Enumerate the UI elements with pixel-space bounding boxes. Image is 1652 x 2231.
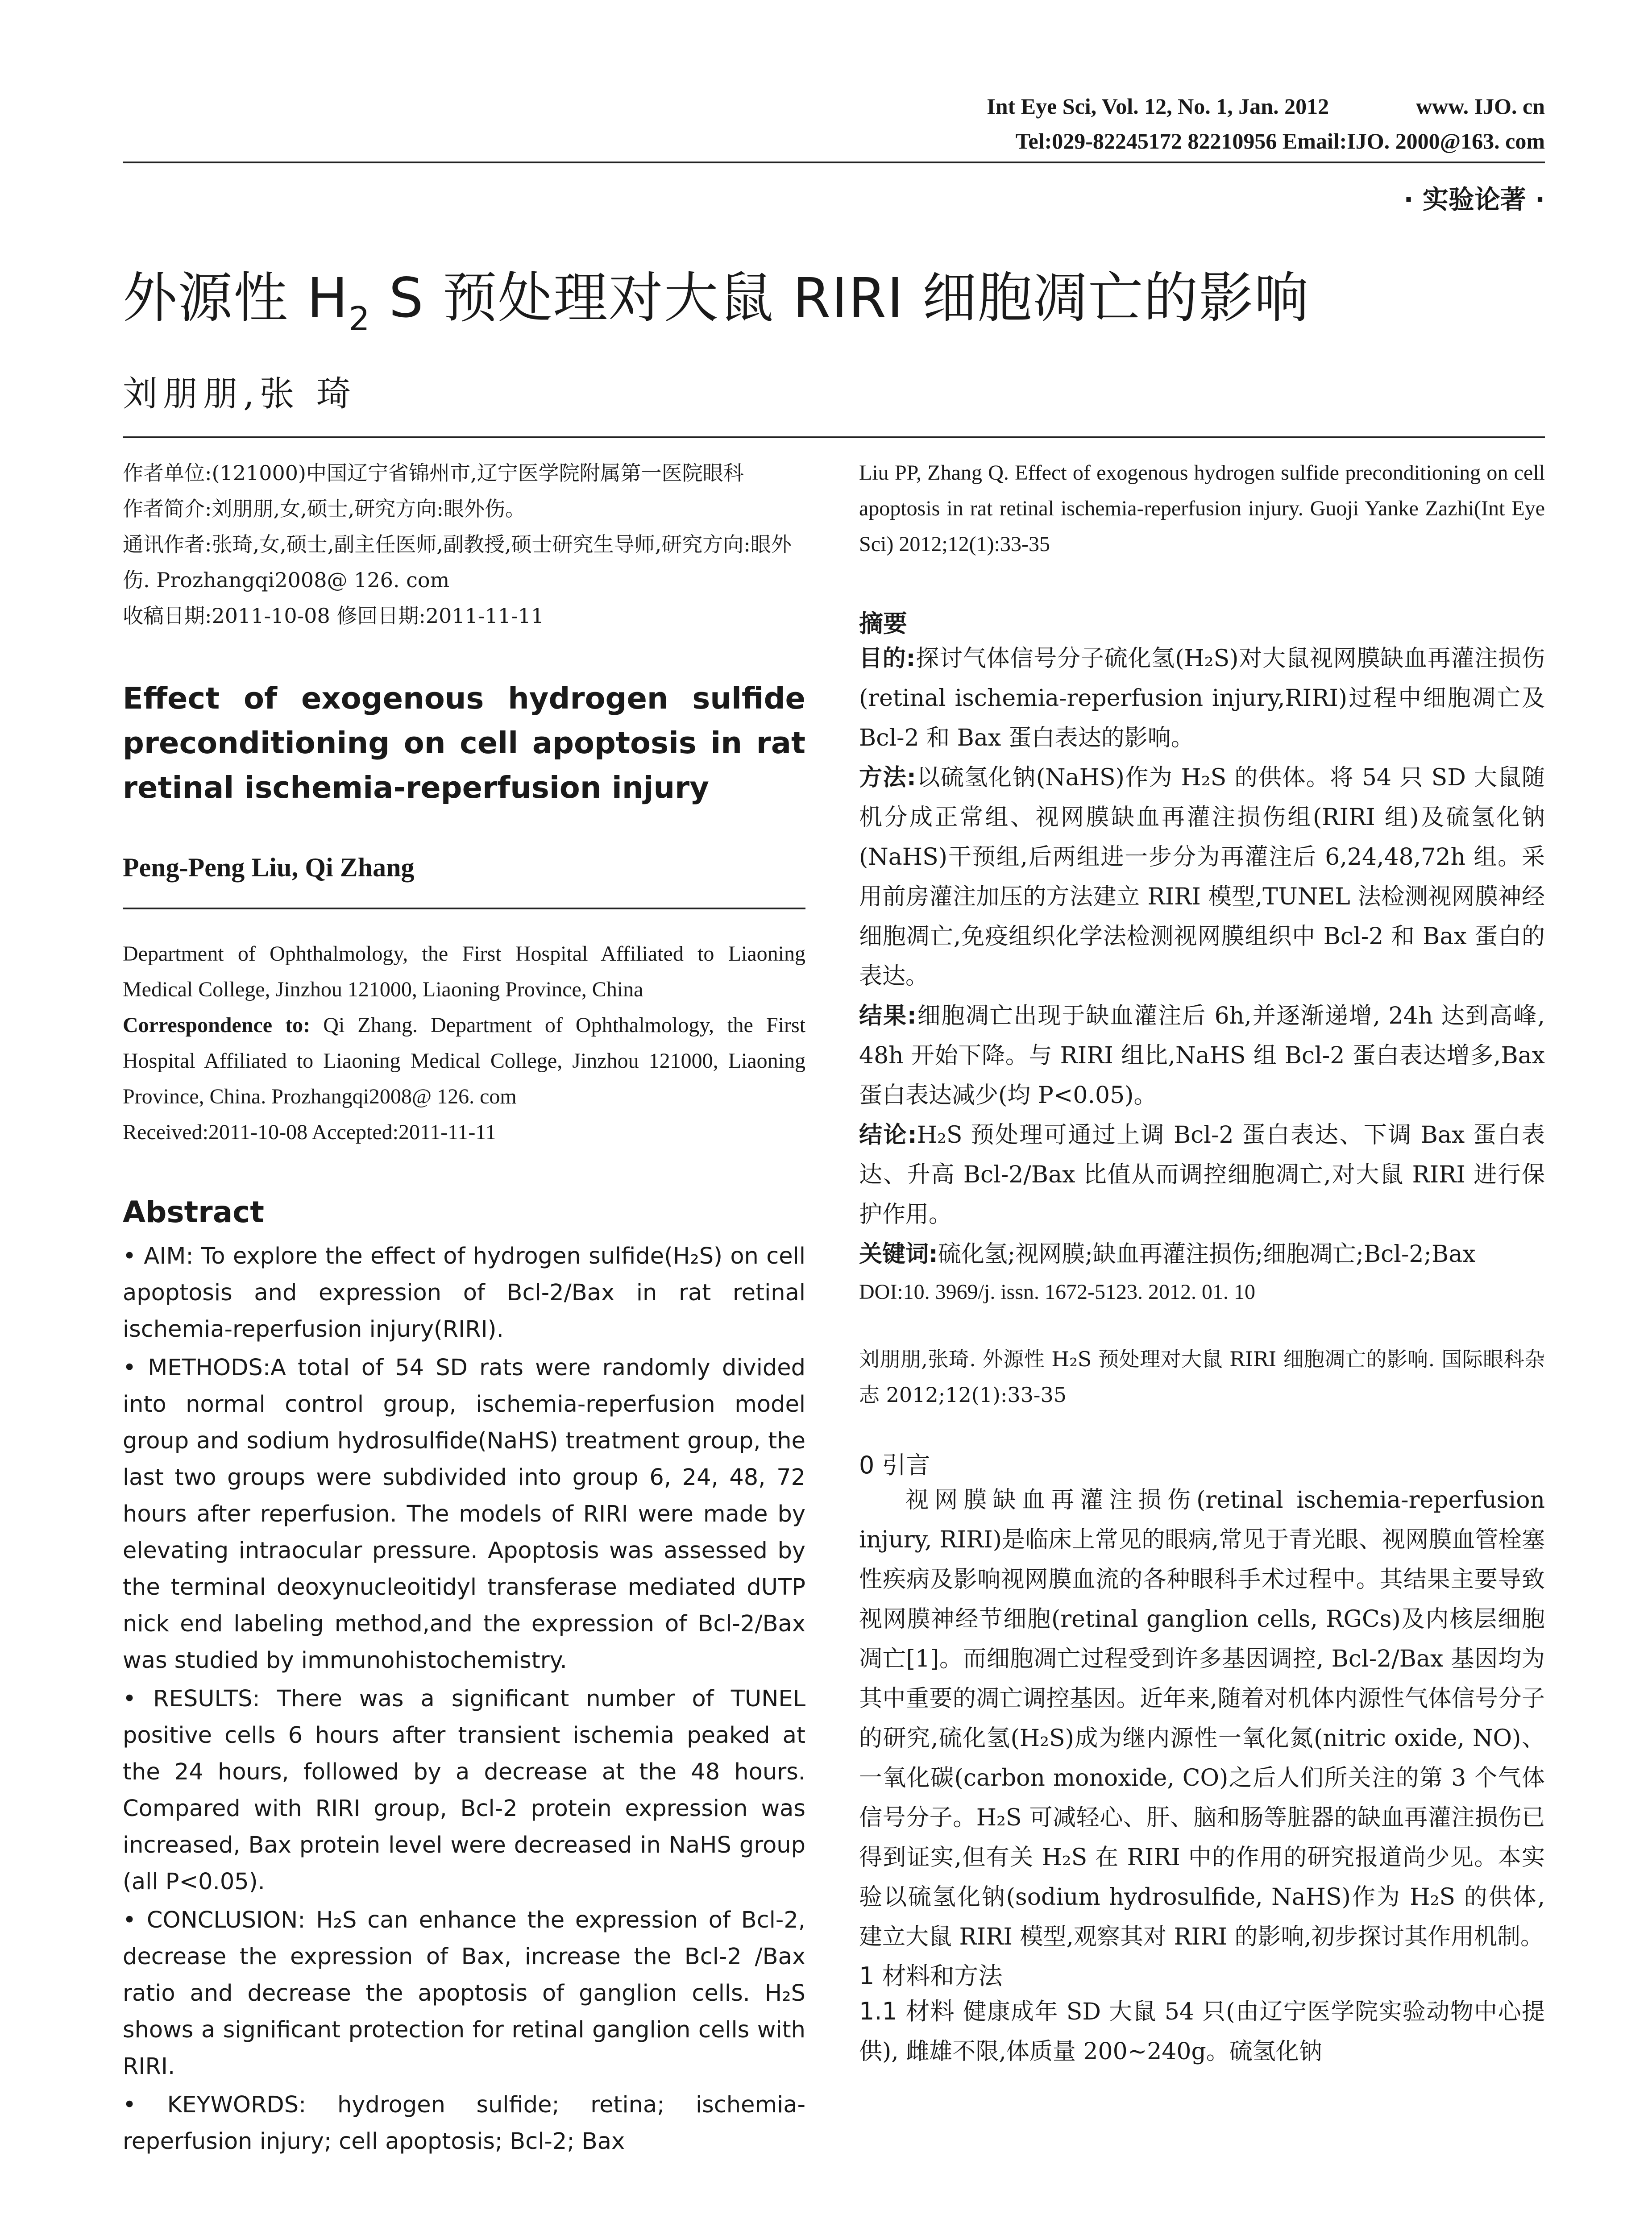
- materials-text: 健康成年 SD 大鼠 54 只(由辽宁医学院实验动物中心提供), 雌雄不限,体质量 200~240g。硫氢化钠: [859, 1999, 1545, 2065]
- abstract-cn-heading: 摘要: [859, 610, 907, 638]
- abstract-conclusion: • CONCLUSION: H₂S can enhance the expression of Bcl-2, decrease the expression of Bax, increase the Bcl-2 /Bax ratio and decrease the apoptosis of ganglion cells. H₂S shows a significant protection for retinal ganglion cells with RIRI.: [123, 1907, 805, 2080]
- keywords-label: 关键词:: [859, 1241, 938, 1268]
- conclusion-text: H₂S 预处理可通过上调 Bcl-2 蛋白表达、下调 Bax 蛋白表达、升高 Bcl-2/Bax 比值从而调控细胞凋亡,对大鼠 RIRI 进行保护作用。: [859, 1122, 1545, 1228]
- abstract-cn-aim: [859, 639, 1545, 758]
- intro-heading: 0 引言: [859, 1451, 930, 1479]
- conclusion-label: 结论:: [859, 1122, 917, 1149]
- results-label: 结果:: [859, 1003, 917, 1029]
- abstract-methods: • METHODS:A total of 54 SD rats were randomly divided into normal control group, ischemia-reperfusion model group and sodium hydrosulfide(NaHS) treatment group, the last two groups were subdivided into group 6, 24, 48, 72 hours after reperfusion. The models of RIRI were made by elevating intraocular pressure. Apoptosis was assessed by the terminal deoxynucleoitidyl transferase mediated dUTP nick end labeling method,and the expression of Bcl-2/Bax was studied by immunohistochemistry.: [123, 1355, 805, 1674]
- title-rule: [123, 436, 1545, 438]
- bio-cn: 作者简介:刘朋朋,女,硕士,研究方向:眼外伤。: [123, 497, 526, 521]
- title-part-2: S 预处理对大鼠 RIRI 细胞凋亡的影响: [370, 266, 1310, 330]
- doi: DOI:10. 3969/j. issn. 1672-5123. 2012. 01. 10: [859, 1280, 1255, 1304]
- english-authors: Peng-Peng Liu, Qi Zhang: [123, 853, 415, 882]
- keywords-text: 硫化氢;视网膜;缺血再灌注损伤;细胞凋亡;Bcl-2;Bax: [938, 1241, 1476, 1268]
- intro-paragraph: 视网膜缺血再灌注损伤(retinal ischemia-reperfusion injury, RIRI)是临床上常见的眼病,常见于青光眼、视网膜血管栓塞性疾病及影响视网膜血流的各种眼科手术过程中。其结果主要导致视网膜神经节细胞(retinal ganglion cells, RGCs)及内核层细胞凋亡[1]。而细胞凋亡过程受到许多基因调控, Bcl-2/Bax 基因均为其中重要的凋亡调控基因。近年来,随着对机体内源性气体信号分子的研究,硫化氢(H₂S)成为继内源性一氧化氮(nitric oxide, NO)、一氧化碳(carbon monoxide, CO)之后人们所关注的第 3 个气体信号分子。H₂S 可减轻心、肝、脑和肠等脏器的缺血再灌注损伤已得到证实,但有关 H₂S 在 RIRI 中的作用的研究报道尚少见。本实验以硫氢化钠(sodium hydrosulfide, NaHS)作为 H₂S 的供体,建立大鼠 RIRI 模型,观察其对 RIRI 的影响,初步探讨其作用机制。: [859, 1487, 1545, 1950]
- abstract-keywords: • KEYWORDS: hydrogen sulfide; retina; ischemia-reperfusion injury; cell apoptosis; Bcl-2; Bax: [123, 2092, 805, 2155]
- authors-rule: [123, 908, 805, 909]
- journal-website: www. IJO. cn: [1416, 94, 1545, 119]
- running-header: [987, 91, 1545, 121]
- abstract-aim: • AIM: To explore the effect of hydrogen sulfide(H₂S) on cell apoptosis and expression of Bcl-2/Bax in rat retinal ischemia-reperfusion injury(RIRI).: [123, 1243, 805, 1343]
- journal-contact: Tel:029-82245172 82210956 Email:IJO. 2000@163. com: [1015, 129, 1545, 153]
- abstract-cn-methods: [859, 758, 1545, 996]
- authors-chinese: 刘朋朋,张 琦: [123, 374, 357, 414]
- correspondence-label: Correspondence to:: [123, 1013, 311, 1037]
- correspondence-text: Qi Zhang. Department of Ophthalmology, the First Hospital Affiliated to Liaoning Medical College, Jinzhou 121000, Liaoning Province, China. Prozhangqi2008@ 126. com: [123, 1013, 805, 1108]
- header-rule: [123, 162, 1545, 163]
- abstract-cn-conclusion: [859, 1116, 1545, 1235]
- results-text: 细胞凋亡出现于缺血灌注后 6h,并逐渐递增, 24h 达到高峰, 48h 开始下降。与 RIRI 组比,NaHS 组 Bcl-2 蛋白表达增多,Bax 蛋白表达减少(均 P<0.05)。: [859, 1003, 1545, 1109]
- aim-label: 目的:: [859, 645, 916, 672]
- methods-text: 以硫氢化钠(NaHS)作为 H₂S 的供体。将 54 只 SD 大鼠随机分成正常组、视网膜缺血再灌注损伤组(RIRI 组)及硫氢化钠(NaHS)干预组,后两组进一步分为再灌注后 6,24,48,72h 组。采用前房灌注加压的方法建立 RIRI 模型,TUNEL 法检测视网膜神经细胞凋亡,免疫组织化学法检测视网膜组织中 Bcl-2 和 Bax 蛋白的表达。: [859, 764, 1545, 990]
- abstract-cn-results: [859, 996, 1545, 1116]
- abstract-heading: Abstract: [123, 1195, 264, 1229]
- right-column: [859, 455, 1545, 2072]
- methods-label: 方法:: [859, 764, 916, 791]
- english-correspondence: [123, 1008, 805, 1115]
- abstract-results: • RESULTS: There was a significant number of TUNEL positive cells 6 hours after transient ischemia peaked at the 24 hours, followed by a decrease at the 48 hours. Compared with RIRI group, Bcl-2 protein expression was increased, Bax protein level were decreased in NaHS group (all P<0.05).: [123, 1686, 805, 1895]
- affiliation-cn: 作者单位:(121000)中国辽宁省锦州市,辽宁医学院附属第一医院眼科: [123, 461, 744, 485]
- citation-chinese: 刘朋朋,张琦. 外源性 H₂S 预处理对大鼠 RIRI 细胞凋亡的影响. 国际眼科杂志 2012;12(1):33-35: [859, 1347, 1545, 1407]
- journal-info: Int Eye Sci, Vol. 12, No. 1, Jan. 2012: [987, 94, 1329, 119]
- english-title: Effect of exogenous hydrogen sulfide preconditioning on cell apoptosis in rat retinal ischemia-reperfusion injury: [123, 681, 805, 805]
- abstract-cn-keywords: [859, 1235, 1545, 1274]
- left-column: [123, 455, 805, 2162]
- english-dates: Received:2011-10-08 Accepted:2011-11-11: [123, 1120, 496, 1144]
- materials-label: 1.1 材料: [859, 1997, 955, 2025]
- section-tag: · 实验论著 ·: [1403, 184, 1545, 215]
- title-subscript: 2: [349, 300, 371, 338]
- methods-heading: 1 材料和方法: [859, 1962, 1003, 1990]
- title-part-1: 外源性 H: [123, 266, 349, 330]
- paper-title: [123, 254, 1310, 338]
- citation-english: Liu PP, Zhang Q. Effect of exogenous hydrogen sulfide preconditioning on cell apoptosis in rat retinal ischemia-reperfusion injury. Guoji Yanke Zazhi(Int Eye Sci) 2012;12(1):33-35: [859, 461, 1545, 556]
- correspondence-cn: 通讯作者:张琦,女,硕士,副主任医师,副教授,硕士研究生导师,研究方向:眼外伤. Prozhangqi2008@ 126. com: [123, 532, 792, 592]
- dates-cn: 收稿日期:2011-10-08 修回日期:2011-11-11: [123, 604, 544, 628]
- materials-paragraph: [859, 1991, 1545, 2072]
- aim-text: 探讨气体信号分子硫化氢(H₂S)对大鼠视网膜缺血再灌注损伤(retinal ischemia-reperfusion injury,RIRI)过程中细胞凋亡及 Bcl-2 和 Bax 蛋白表达的影响。: [859, 645, 1545, 751]
- english-affiliation: Department of Ophthalmology, the First Hospital Affiliated to Liaoning Medical College, Jinzhou 121000, Liaoning Province, China: [123, 942, 805, 1001]
- abstract-body: [123, 1238, 805, 2160]
